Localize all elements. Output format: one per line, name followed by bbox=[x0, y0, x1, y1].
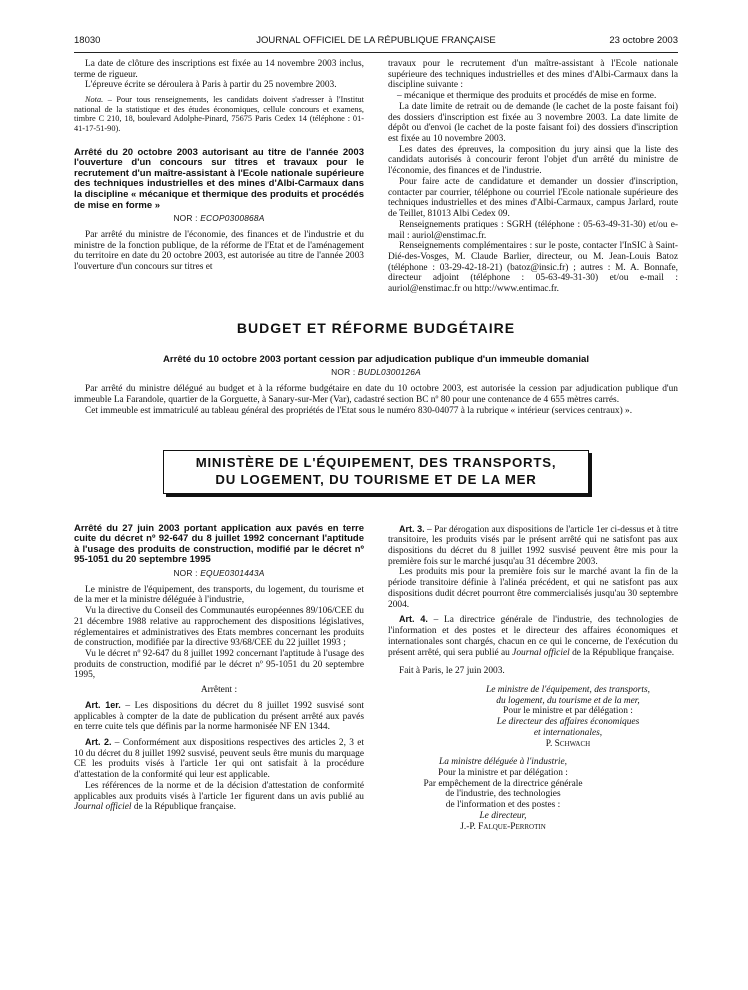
page-header bbox=[74, 36, 678, 50]
fait-a-paris: Fait à Paris, le 27 juin 2003. bbox=[399, 666, 505, 677]
nor-label: NOR : bbox=[173, 568, 201, 579]
paragraph: Vu le décret nº 92-647 du 8 juillet 1992 concernant l'aptitude à l'usage des produits de construction, modifié par le décret nº 95-1051 du 20 septembre 1995, bbox=[74, 649, 364, 681]
header-rule bbox=[74, 52, 678, 53]
ministry-title-line: MINISTÈRE DE L'ÉQUIPEMENT, DES TRANSPORTS, bbox=[195, 455, 557, 471]
nor-reference bbox=[74, 368, 678, 378]
nor-value: BUDL0300126A bbox=[357, 366, 421, 377]
nor-reference bbox=[74, 214, 364, 224]
nor-label: NOR : bbox=[173, 213, 201, 224]
arretent: Arrêtent : bbox=[200, 685, 238, 696]
nor-reference bbox=[74, 569, 364, 579]
signatory-name: J.-P. Falque-Perrotin bbox=[460, 821, 546, 832]
top-columns bbox=[74, 59, 678, 295]
paragraph: La date de clôture des inscriptions est fixée au 14 novembre 2003 inclus, terme de rigueur. bbox=[74, 59, 364, 80]
journal-page bbox=[74, 36, 678, 832]
paragraph: L'épreuve écrite se déroulera à Paris à partir du 25 novembre 2003. bbox=[85, 80, 337, 91]
issue-date: 23 octobre 2003 bbox=[609, 35, 678, 46]
article bbox=[74, 737, 364, 781]
nota-paragraph bbox=[74, 95, 364, 133]
article-text: – Les dispositions du décret du 8 juillet 1992 susvisé sont applicables à compter de la date de publication du présent arrêté aux pavés en terre cuite tels que définis par la norme harmonisée NF EN 1344. bbox=[74, 700, 364, 733]
bottom-columns bbox=[74, 524, 678, 833]
paragraph: Le ministre de l'équipement, des transports, du logement, du tourisme et de la mer et la ministre déléguée à l'industrie, bbox=[74, 584, 364, 606]
article-label: Art. 3. bbox=[399, 523, 425, 534]
paragraph: La date limite de retrait ou de demande (le cachet de la poste faisant foi) des dossiers d'inscription est fixée au 3 novembre 2003. La date limite de dépôt ou d'envoi (le cachet de la poste faisant foi) des dossiers d'inscription est fixée au 10 novembre 2003. bbox=[388, 101, 678, 145]
arrete-title: Arrêté du 20 octobre 2003 autorisant au titre de l'année 2003 l'ouverture d'un concours sur titres et travaux pour le recrutement d'un maître-assistant à l'Ecole nationale supérieure des techniques industrielles et des mines d'Albi-Carmaux dans la discipline « mécanique et thermique des produits et procédés de mise en forme » bbox=[74, 146, 364, 211]
signature-block: Le ministre de l'équipement, des transports, du logement, du tourisme et de la mer, Pour le ministre et par délégation : Le directeur des affaires économiques et internationales, P. Schwach bbox=[388, 685, 678, 749]
arrete-title: Arrêté du 27 juin 2003 portant application aux pavés en terre cuite du décret nº 92-647 du 8 juillet 1992 concernant l'aptitude à l'usage des produits de construction, modifié par le décret nº 95-1051 du 20 septembre 1995 bbox=[74, 522, 364, 566]
article: Art. 4. – La directrice générale de l'industrie, des technologies de l'information et des postes et le directeur des affaires économiques et internationales sont chargés, chacun en ce qui le concerne, de l'exécution du présent arrêté, qui sera publié au Journal officiel de la République française. bbox=[388, 614, 678, 658]
article-label: Art. 4. bbox=[399, 614, 428, 625]
article-label: Art. 2. bbox=[85, 737, 112, 748]
article-label: Art. 1er. bbox=[85, 699, 121, 710]
article-text: – Par dérogation aux dispositions de l'article 1er ci-dessus et à titre transitoire, les produits visés par le présent arrêté qui ne satisfont pas aux dispositions du décret du 8 juillet 1992 susvisé peuvent être mis pour la première fois sur le marché jusqu'au 31 décembre 2003. bbox=[388, 524, 678, 567]
bottom-right-column bbox=[388, 524, 678, 833]
paragraph: Les dates des épreuves, la composition du jury ainsi que la liste des candidats autorisés à concourir feront l'objet d'un arrêté du ministre de l'économie, des finances et de l'industrie. bbox=[388, 144, 678, 177]
paragraph: Les références de la norme et de la décision d'attestation de conformité applicables aux produits visés à l'article 1er figurent dans un avis publié au Journal officiel de la République française. bbox=[74, 780, 364, 813]
paragraph: Renseignements complémentaires : sur le poste, contacter l'InSIC à Saint-Dié-des-Vosges, M. Claude Barlier, directeur, ou M. Jean-Louis Batoz (téléphone : 03-29-42-18-21) (batoz@insic.fr) ; autres : M. A. Bonnafe, directeur adjoint (téléphone : 05-63-49-31-30) et/ou e-mail : auriol@enstimac.fr ou http://www.entimac.fr. bbox=[388, 241, 678, 295]
signature-block: La ministre déléguée à l'industrie, Pour la ministre et par délégation : Par empêchement de la directrice générale de l'industrie, des technologies de l'information et des postes : Le directeur, J.-P. Falque-Perrotin bbox=[388, 757, 678, 832]
paragraph: travaux pour le recrutement d'un maître-assistant à l'Ecole nationale supérieure des techniques industrielles et des mines d'Albi-Carmaux dans la discipline suivante : bbox=[388, 59, 678, 91]
top-right-column bbox=[388, 59, 678, 295]
paragraph: Les produits mis pour la première fois sur le marché avant la fin de la période transitoire définie à l'alinéa précédent, et qui ne satisfont pas aux dispositions dudit décret pourront être commercialisés jusqu'au 30 septembre 2004. bbox=[388, 567, 678, 610]
nor-value: EQUE0301443A bbox=[200, 568, 265, 579]
ministry-title-line: DU LOGEMENT, DU TOURISME ET DE LA MER bbox=[215, 471, 537, 487]
article bbox=[388, 524, 678, 568]
paragraph: Pour faire acte de candidature et demander un dossier d'inscription, contacter par courrier, téléphone ou courriel l'Ecole nationale supérieure des techniques industrielles et des mines d'Albi-Carmaux, campus Jarlard, route de Teillet, 81013 Albi Cedex 09. bbox=[388, 176, 678, 220]
page-number: 18030 bbox=[74, 35, 101, 46]
nota-label: Nota. bbox=[85, 95, 104, 105]
section-title: BUDGET ET RÉFORME BUDGÉTAIRE bbox=[236, 319, 516, 336]
journal-title: JOURNAL OFFICIEL DE LA RÉPUBLIQUE FRANÇAISE bbox=[256, 35, 496, 46]
signatory-name: P. Schwach bbox=[545, 738, 591, 749]
paragraph: Par arrêté du ministre de l'économie, des finances et de l'industrie et du ministre de la fonction publique, de la réforme de l'Etat et de l'aménagement du territoire en date du 20 octobre 2003, est autorisée au titre de l'année 2003 l'ouverture d'un concours sur titres et bbox=[74, 229, 364, 273]
paragraph: Par arrêté du ministre délégué au budget et à la réforme budgétaire en date du 10 octobre 2003, est autorisée la cession par adjudication publique d'un immeuble La Farandole, quartier de la Gorguette, à Sanary-sur-Mer (Var), cadastré section BC nº 80 pour une contenance de 4 655 mètres carrés. bbox=[74, 384, 678, 405]
arrete-title: Arrêté du 10 octobre 2003 portant cession par adjudication publique d'un immeuble domanial bbox=[162, 353, 590, 365]
article bbox=[74, 700, 364, 733]
nor-value: ECOP0300868A bbox=[200, 213, 265, 224]
top-left-column bbox=[74, 59, 364, 295]
paragraph: Cet immeuble est immatriculé au tableau général des propriétés de l'Etat sous le numéro 830-04077 à la rubrique « intérieur (services centraux) ». bbox=[85, 405, 633, 416]
paragraph: Renseignements pratiques : SGRH (téléphone : 05-63-49-31-30) et/ou e-mail : auriol@enstimac.fr. bbox=[388, 219, 678, 241]
paragraph: Vu la directive du Conseil des Communautés européennes 89/106/CEE du 21 décembre 1988 relative au rapprochement des dispositions législatives, réglementaires et administratives des Etats membres concernant les produits de construction, modifiée par la directive 93/68/CEE du 22 juillet 1993 ; bbox=[74, 606, 364, 649]
bullet-item: – mécanique et thermique des produits et procédés de mise en forme. bbox=[397, 91, 657, 102]
nota-text: – Pour tous renseignements, les candidats doivent s'adresser à l'Institut national de la statistique et des études économiques, cellule concours et examens, timbre C 210, 18, boulevard Adolphe-Pinard, 75675 Paris Cedex 14 (téléphone : 01-41-17-51-90). bbox=[74, 95, 364, 133]
ministry-box bbox=[163, 450, 589, 493]
article-text: – La directrice générale de l'industrie, des technologies de l'information et des postes et le directeur des affaires économiques et internationales sont chargés, chacun en ce qui le concerne, de l'exécution du présent arrêté, qui sera publié au bbox=[388, 615, 678, 658]
article-text: – Conformément aux dispositions respectives des articles 2, 3 et 10 du décret du 8 juillet 1992 susvisé, peuvent seuls être munis du marquage CE les produits visés à l'article 1er qui ont satisfait à la procédure d'attestation de la conformité qui leur est applicable. bbox=[74, 738, 364, 781]
nor-label: NOR : bbox=[331, 366, 358, 377]
bottom-left-column bbox=[74, 524, 364, 833]
